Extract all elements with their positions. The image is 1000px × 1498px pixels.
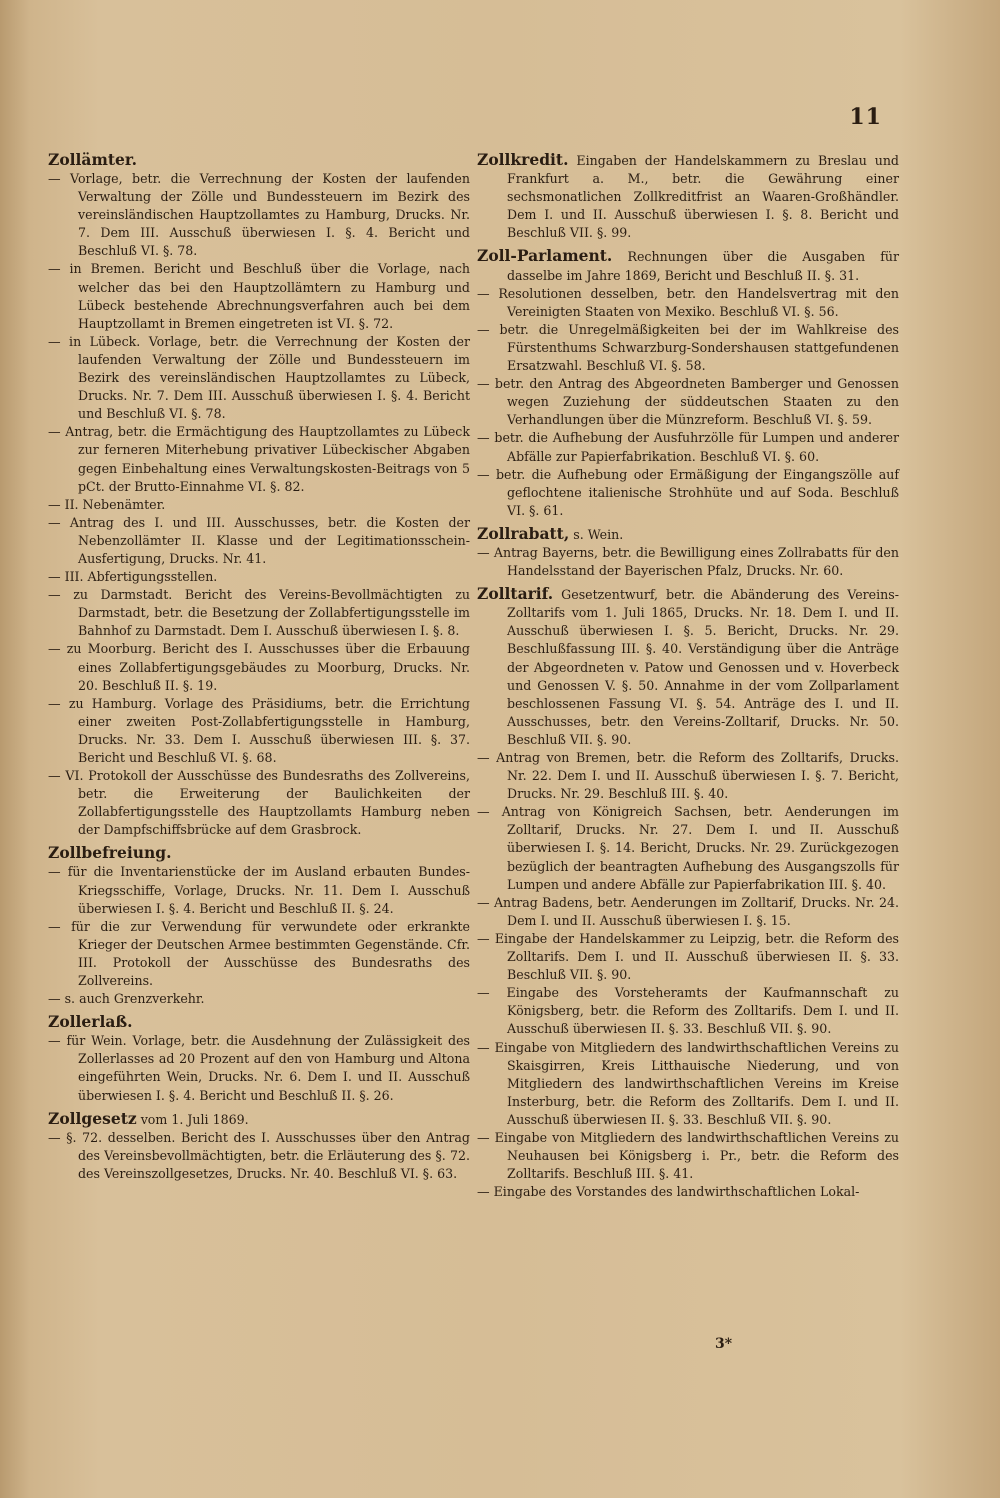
heading-zollgesetz: Zollgesetz [48, 1108, 137, 1128]
heading-text: Rechnungen über die Ausgaben für dasselbe im Jahre 1869, Bericht und Beschluß II. §. 31. [507, 249, 899, 283]
index-entry: — zu Hamburg. Vorlage des Präsidiums, betr. die Errichtung einer zweiten Post-Zollabfertigungsstelle in Hamburg, Drucks. Nr. 33. Dem I. Ausschuß überwiesen III. §. 37. Bericht und Beschluß VI. §. 68. [48, 695, 470, 765]
entry-zollparlament [477, 245, 899, 284]
sheet-signature: 3* [715, 1336, 733, 1352]
heading-text: s. Wein. [569, 526, 624, 542]
right-column [477, 146, 899, 1201]
heading-zollparlament: Zoll-Parlament. [477, 246, 613, 266]
heading-zollrabatt: Zollrabatt, [477, 523, 570, 543]
entry-zollgesetz [48, 1108, 470, 1129]
index-entry: — in Bremen. Bericht und Beschluß über die Vorlage, nach welcher das bei den Hauptzollämtern zu Hamburg und Lübeck bestehende Abrechnungsverfahren auch bei dem Hauptzollamt in Bremen eingetreten ist VI. §. 72. [48, 261, 470, 331]
heading-zollaemter: Zollämter. [48, 150, 138, 169]
entry-zollrabatt [477, 523, 899, 544]
index-entry: — Eingabe des Vorsteheramts der Kaufmannschaft zu Königsberg, betr. die Reform des Zolltarifs. Dem I. und II. Ausschuß überwiesen II. §. 33. Beschluß VII. §. 90. [477, 985, 899, 1037]
index-entry: — betr. die Aufhebung der Ausfuhrzölle für Lumpen und anderer Abfälle zur Papierfabrikation. Beschluß VI. §. 60. [477, 430, 899, 464]
index-entry: — betr. die Aufhebung oder Ermäßigung der Eingangszölle auf geflochtene italienische Strohhüte und auf Soda. Beschluß VI. §. 61. [477, 466, 899, 518]
index-entry: — Resolutionen desselben, betr. den Handelsvertrag mit den Vereinigten Staaten von Mexiko. Beschluß VI. §. 56. [477, 285, 899, 319]
index-entry: — §. 72. desselben. Bericht des I. Ausschusses über den Antrag des Vereinsbevollmächtigten, betr. die Erläuterung des §. 72. des Vereinszollgesetzes, Drucks. Nr. 40. Beschluß VI. §. 63. [48, 1129, 470, 1181]
index-entry: — zu Moorburg. Bericht des I. Ausschusses über die Erbauung eines Zollabfertigungsgebäudes zu Moorburg, Drucks. Nr. 20. Beschluß II. §. 19. [48, 641, 470, 693]
index-entry: — Vorlage, betr. die Verrechnung der Kosten der laufenden Verwaltung der Zölle und Bundessteuern im Bezirk des vereinsländischen Hauptzollamtes zu Hamburg, Drucks. Nr. 7. Dem III. Ausschuß überwiesen I. §. 4. Bericht und Beschluß VI. §. 78. [48, 171, 470, 259]
index-entry: — betr. den Antrag des Abgeordneten Bamberger und Genossen wegen Zuziehung der süddeutschen Staaten zu den Verhandlungen über die Münzreform. Beschluß VI. §. 59. [477, 376, 899, 428]
index-entry: — Eingabe von Mitgliedern des landwirthschaftlichen Vereins zu Skaisgirren, Kreis Litthauische Niederung, und von Mitgliedern des landwirthschaftlichen Vereins im Kreise Insterburg, betr. die Reform des Zolltarifs. Dem I. und II. Ausschuß überwiesen II. §. 33. Beschluß VII. §. 90. [477, 1039, 899, 1127]
index-entry: — für die Inventarienstücke der im Ausland erbauten Bundes-Kriegsschiffe, Vorlage, Drucks. Nr. 11. Dem I. Ausschuß überwiesen I. §. 4. Bericht und Beschluß II. §. 24. [48, 864, 470, 916]
index-entry: — betr. die Unregelmäßigkeiten bei der im Wahlkreise des Fürstenthums Schwarzburg-Sondershausen stattgefundenen Ersatzwahl. Beschluß VI. §. 58. [477, 321, 899, 374]
index-entry: — Antrag, betr. die Ermächtigung des Hauptzollamtes zu Lübeck zur ferneren Miterhebung privativer Lübeckischer Abgaben gegen Einbehaltung eines Verwaltungskosten-Beitrags von 5 pCt. der Brutto-Einnahme VI. §. 82. [48, 424, 470, 494]
heading-zolltarif: Zolltarif. [477, 584, 554, 604]
entry-zolltarif [477, 583, 899, 749]
index-entry: — Antrag Badens, betr. Aenderungen im Zolltarif, Drucks. Nr. 24. Dem I. und II. Ausschuß überwiesen I. §. 15. [477, 894, 899, 928]
index-entry: — Antrag des I. und III. Ausschusses, betr. die Kosten der Nebenzollämter II. Klasse und der Legitimationsschein-Ausfertigung, Drucks. Nr. 41. [48, 514, 470, 566]
left-column [48, 146, 470, 1183]
index-entry: — Eingabe des Vorstandes des landwirthschaftlichen Lokal- [477, 1184, 860, 1200]
index-entry: — für die zur Verwendung für verwundete oder erkrankte Krieger der Deutschen Armee bestimmten Gegenstände. Cfr. III. Protokoll der Ausschüsse des Bundesraths des Zollvereins. [48, 918, 470, 989]
entry-zollkredit [477, 149, 899, 242]
page-number: 11 [849, 104, 882, 130]
heading-text: vom 1. Juli 1869. [136, 1111, 249, 1127]
heading-zollkredit: Zollkredit. [477, 150, 569, 169]
index-entry: — in Lübeck. Vorlage, betr. die Verrechnung der Kosten der laufenden Verwaltung der Zölle und Bundessteuern im Bezirk des vereinsländischen Hauptzollamtes zu Lübeck, Drucks. Nr. 7. Dem III. Ausschuß überwiesen I. §. 4. Bericht und Beschluß VI. §. 78. [48, 333, 470, 422]
heading-zollbefreiung: Zollbefreiung. [48, 843, 172, 863]
index-entry: — Antrag von Bremen, betr. die Reform des Zolltarifs, Drucks. Nr. 22. Dem I. und II. Ausschuß überwiesen I. §. 7. Bericht, Drucks. Nr. 29. Beschluß III. §. 40. [477, 750, 899, 802]
index-entry: — VI. Protokoll der Ausschüsse des Bundesraths des Zollvereins, betr. die Erweiterung der Baulichkeiten der Zollabfertigungsstelle des Hauptzollamts Hamburg neben der Dampfschiffsbrücke auf dem Grasbrock. [48, 768, 470, 838]
index-entry: — III. Abfertigungsstellen. [48, 569, 218, 585]
index-entry: — zu Darmstadt. Bericht des Vereins-Bevollmächtigten zu Darmstadt, betr. die Besetzung der Zollabfertigungsstelle im Bahnhof zu Darmstadt. Dem I. Ausschuß überwiesen I. §. 8. [48, 587, 470, 639]
heading-zollerlass: Zollerlaß. [48, 1012, 133, 1032]
index-entry: — für Wein. Vorlage, betr. die Ausdehnung der Zulässigkeit des Zollerlasses ad 20 Prozent auf den von Hamburg und Altona eingeführten Wein, Drucks. Nr. 6. Dem I. und II. Ausschuß überwiesen I. §. 4. Bericht und Beschluß II. §. 26. [48, 1033, 470, 1103]
heading-text: Eingaben der Handelskammern zu Breslau und Frankfurt a. M., betr. die Gewährung einer sechsmonatlichen Zollkreditfrist an Waaren-Großhändler. Dem I. und II. Ausschuß überwiesen I. §. 8. Bericht und Beschluß VII. §. 99. [507, 153, 899, 241]
index-entry: — II. Nebenämter. [48, 496, 166, 512]
index-entry: — Antrag von Königreich Sachsen, betr. Aenderungen im Zolltarif, Drucks. Nr. 27. Dem I. und II. Ausschuß überwiesen I. §. 14. Bericht, Drucks. Nr. 29. Zurückgezogen bezüglich der beantragten Aufhebung des Ausgangszolls für Lumpen und andere Abfälle zur Papierfabrikation III. §. 40. [477, 804, 899, 892]
index-entry: — Antrag Bayerns, betr. die Bewilligung eines Zollrabatts für den Handelsstand der Bayerischen Pfalz, Drucks. Nr. 60. [477, 544, 899, 579]
index-entry: — Eingabe von Mitgliedern des landwirthschaftlichen Vereins zu Neuhausen bei Königsberg i. Pr., betr. die Reform des Zolltarifs. Beschluß III. §. 41. [477, 1129, 899, 1182]
index-entry: — Eingabe der Handelskammer zu Leipzig, betr. die Reform des Zolltarifs. Dem I. und II. Ausschuß überwiesen II. §. 33. Beschluß VII. §. 90. [477, 930, 899, 983]
index-entry: — s. auch Grenzverkehr. [48, 991, 205, 1007]
heading-text: Gesetzentwurf, betr. die Abänderung des Vereins-Zolltarifs vom 1. Juli 1865, Drucks. Nr. 18. Dem I. und II. Ausschuß überwiesen I. §. 5. Bericht, Drucks. Nr. 29. Beschlußfassung III. §. 40. Verständigung über die Anträge der Abgeordneten v. Patow und Genossen und v. Hoverbeck und Genossen V. §. 50. Annahme in der vom Zollparlament beschlossenen Fassung VI. §. 54. Anträge des I. und II. Ausschusses, betr. den Vereins-Zolltarif, Drucks. Nr. 50. Beschluß VII. §. 90. [507, 587, 899, 747]
